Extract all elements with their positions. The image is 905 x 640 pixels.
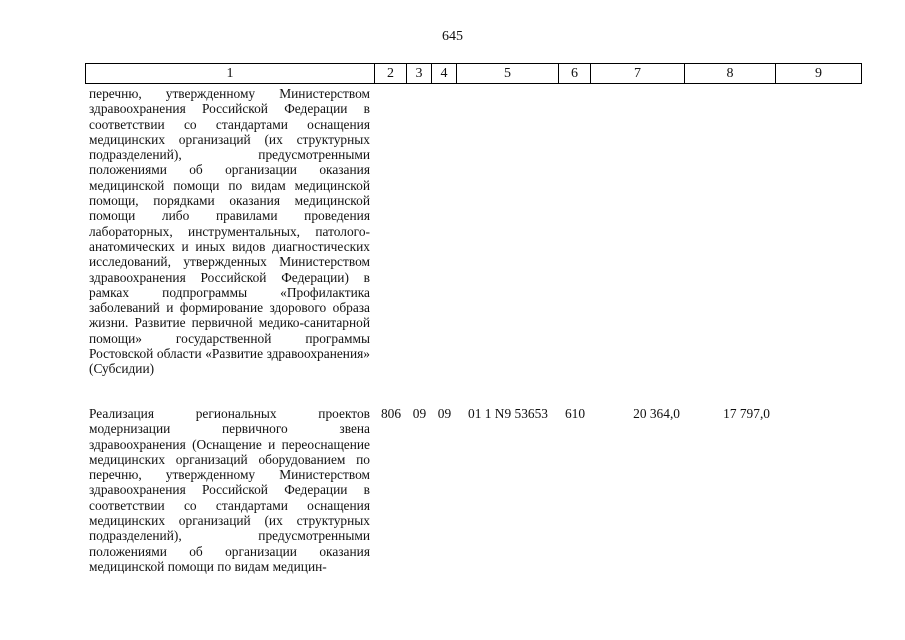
- column-header-8: 8: [685, 64, 776, 84]
- column-header-4: 4: [432, 64, 457, 84]
- column-header-row: [86, 64, 862, 84]
- row-2-cell-5: 01 1 N9 53653: [468, 406, 548, 421]
- column-header-1: 1: [86, 64, 375, 84]
- row-2-cell-7: 20 364,0: [633, 406, 680, 421]
- row-1-description: перечню, утвержденному Министерством здравоохранения Российской Федерации в соответствии со стандартами оснащения медицинских организаций (их структурных подразделений), предусмотренными положениями об организации оказания медицинской помощи по видам медицинской помощи, порядками оказания медицинской помощи либо правилами проведения лабораторных, инструментальных, патолого-анатомических и иных видов диагностических исследований, утвержденных Министерством здравоохранения Российской Федерации) в рамках подпрограммы «Профилактика заболеваний и формирование здорового образа жизни. Развитие первичной медико-санитарной помощи» государственной программы Ростовской области «Развитие здравоохранения» (Субсидии): [89, 86, 370, 377]
- column-header-9: 9: [776, 64, 862, 84]
- row-2-cell-4: 09: [437, 406, 452, 421]
- row-2-cell-8: 17 797,0: [723, 406, 770, 421]
- row-2-cell-2: 806: [380, 406, 402, 421]
- column-header-table: [85, 63, 862, 84]
- row-2-cell-3: 09: [412, 406, 427, 421]
- column-header-2: 2: [375, 64, 407, 84]
- column-header-7: 7: [591, 64, 685, 84]
- column-header-6: 6: [559, 64, 591, 84]
- column-header-3: 3: [407, 64, 432, 84]
- row-2-cell-6: 610: [564, 406, 586, 421]
- page-number: 645: [442, 29, 463, 44]
- column-header-5: 5: [457, 64, 559, 84]
- row-2-description: Реализация региональных проектов модернизации первичного звена здравоохранения (Оснащение и переоснащение медицинских организаций оборудованием по перечню, утвержденному Министерством здравоохранения Российской Федерации в соответствии со стандартами оснащения медицинских организаций (их структурных подразделений), предусмотренными положениями об организации оказания медицинской помощи по видам медицин-: [89, 406, 370, 574]
